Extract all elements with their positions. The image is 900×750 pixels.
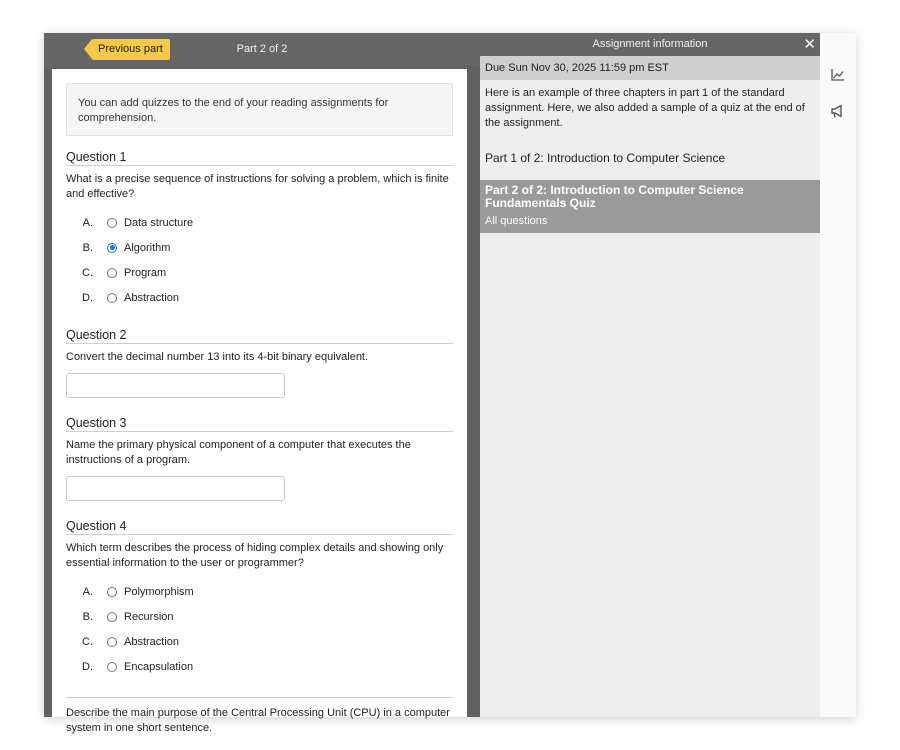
- option-letter: C.: [82, 266, 93, 279]
- q1-option-d[interactable]: [66, 285, 453, 310]
- radio-button[interactable]: [107, 268, 117, 278]
- part-title: Part 2 of 2: [236, 43, 288, 55]
- quiz-content: [52, 69, 467, 734]
- option-letter: C.: [82, 635, 93, 648]
- app-window: [44, 33, 856, 734]
- close-icon[interactable]: ✕: [803, 36, 816, 53]
- question-3-title: Question 3: [66, 416, 453, 432]
- question-1-title: Question 1: [66, 150, 453, 166]
- question-2-title: Question 2: [66, 328, 453, 344]
- radio-button[interactable]: [107, 662, 117, 672]
- option-letter: B.: [82, 241, 93, 254]
- question-4-title: Question 4: [66, 519, 453, 535]
- part-2-item-active[interactable]: [480, 180, 820, 233]
- part-2-title: Part 2 of 2: Introduction to Computer Science Fundamentals Quiz: [485, 183, 744, 210]
- q4-option-a[interactable]: [66, 579, 453, 604]
- option-letter: D.: [82, 291, 93, 304]
- radio-button[interactable]: [107, 218, 117, 228]
- q1-option-a[interactable]: [66, 210, 453, 235]
- assignment-info-title: Assignment information: [592, 38, 708, 50]
- q1-option-c[interactable]: [66, 260, 453, 285]
- option-letter: B.: [82, 610, 93, 623]
- option-label: Encapsulation: [124, 660, 194, 673]
- info-box: You can add quizzes to the end of your reading assignments for comprehension.: [66, 83, 453, 136]
- option-label: Abstraction: [124, 291, 180, 304]
- q4-option-d[interactable]: [66, 654, 453, 679]
- due-date: Due Sun Nov 30, 2025 11:59 pm EST: [480, 56, 820, 80]
- question-3-answer-input[interactable]: [66, 476, 285, 501]
- option-letter: A.: [82, 216, 93, 229]
- quiz-header: [44, 33, 480, 66]
- question-2-text: Convert the decimal number 13 into its 4-bit binary equivalent.: [66, 351, 369, 363]
- part-1-link[interactable]: Part 1 of 2: Introduction to Computer Science: [485, 151, 726, 165]
- quiz-pane: [44, 33, 480, 734]
- megaphone-icon[interactable]: [828, 101, 848, 121]
- side-rail: [820, 33, 856, 717]
- q4-option-c[interactable]: [66, 629, 453, 654]
- assignment-info-header: [480, 33, 820, 56]
- part-2-subtitle: All questions: [485, 215, 548, 227]
- question-3-text: Name the primary physical component of a computer that executes the instructions of a program.: [66, 439, 411, 466]
- previous-part-button[interactable]: Previous part: [92, 39, 170, 60]
- option-label: Algorithm: [124, 241, 171, 254]
- option-label: Data structure: [124, 216, 194, 229]
- option-label: Program: [124, 266, 167, 279]
- q4-option-b[interactable]: [66, 604, 453, 629]
- q1-option-b[interactable]: [66, 235, 453, 260]
- question-1-options: [66, 210, 453, 310]
- radio-button[interactable]: [107, 587, 117, 597]
- option-label: Recursion: [124, 610, 174, 623]
- question-2-answer-input[interactable]: [66, 373, 285, 398]
- radio-button[interactable]: [107, 637, 117, 647]
- assignment-description: Here is an example of three chapters in part 1 of the standard assignment. Here, we also added a sample of a quiz at the end of the assignment.: [485, 87, 805, 129]
- question-5-divider: [66, 697, 453, 736]
- radio-button[interactable]: [107, 612, 117, 622]
- question-1-text: What is a precise sequence of instructions for solving a problem, which is finite and effective?: [66, 173, 449, 200]
- assignment-info-pane: [480, 33, 820, 717]
- option-label: Polymorphism: [124, 585, 194, 598]
- option-letter: D.: [82, 660, 93, 673]
- radio-button-selected[interactable]: [107, 243, 117, 253]
- line-chart-icon[interactable]: [828, 65, 848, 85]
- question-5-text: Describe the main purpose of the Central Processing Unit (CPU) in a computer system in one short sentence.: [66, 707, 450, 734]
- option-label: Abstraction: [124, 635, 180, 648]
- question-4-text: Which term describes the process of hiding complex details and showing only essential information to the user or programmer?: [66, 542, 444, 569]
- option-letter: A.: [82, 585, 93, 598]
- question-4-options: [66, 579, 453, 679]
- radio-button[interactable]: [107, 293, 117, 303]
